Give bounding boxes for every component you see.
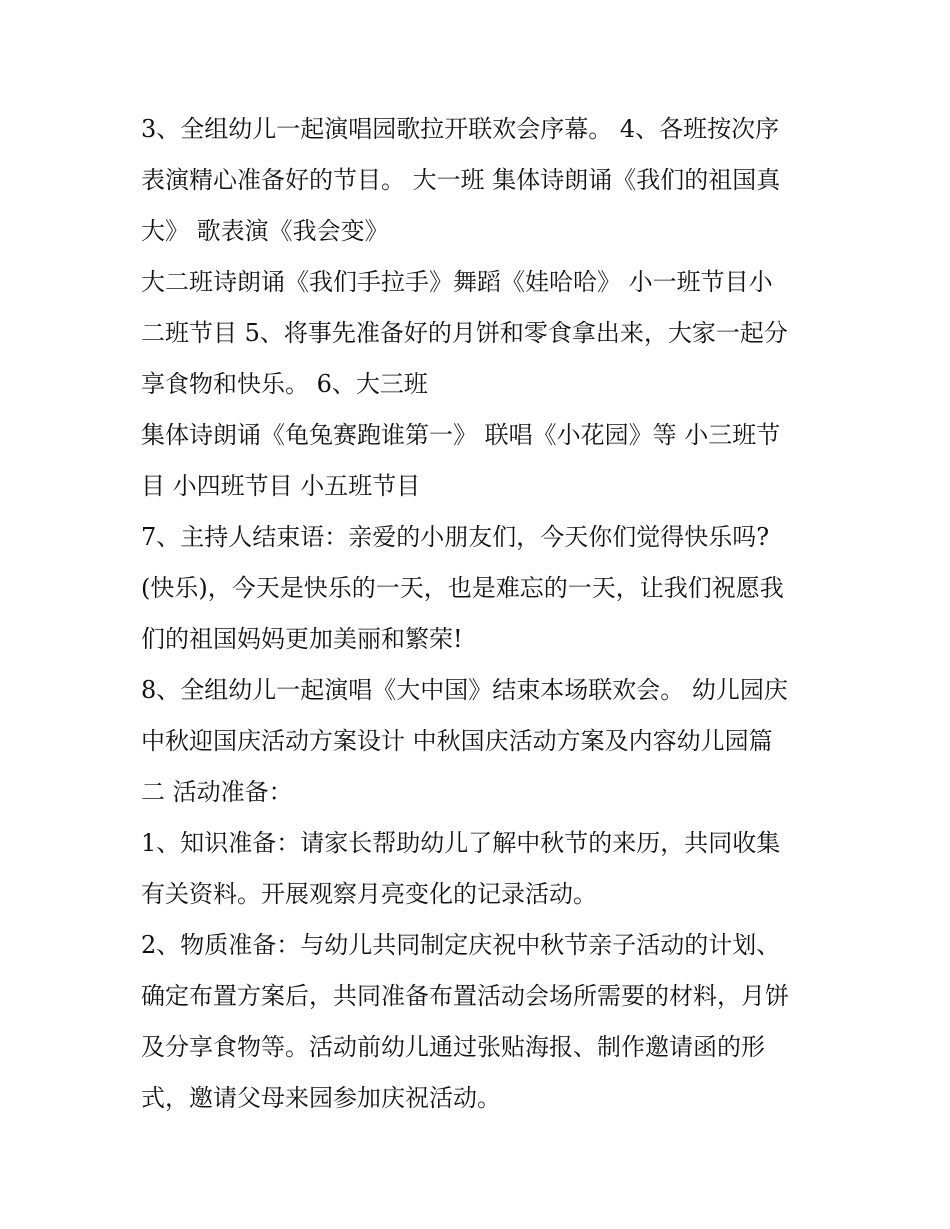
text-line-6: 享食物和快乐。 6、大三班: [141, 370, 428, 398]
text-line-11: 们的祖国妈妈更加美丽和繁荣!: [141, 625, 463, 653]
text-line-15: 1、知识准备：请家长帮助幼儿了解中秋节的来历，共同收集: [141, 829, 781, 857]
text-line-5: 二班节目 5、将事先准备好的月饼和零食拿出来，大家一起分: [141, 319, 788, 347]
text-line-20: 式，邀请父母来园参加庆祝活动。: [141, 1084, 501, 1112]
text-line-7: 集体诗朗诵《龟兔赛跑谁第一》 联唱《小花园》等 小三班节: [141, 421, 781, 449]
text-line-1: 3、全组幼儿一起演唱园歌拉开联欢会序幕。 4、各班按次序: [141, 115, 780, 143]
text-line-8: 目 小四班节目 小五班节目: [141, 472, 421, 500]
document-body: [141, 104, 821, 1124]
text-line-12: 8、全组幼儿一起演唱《大中国》结束本场联欢会。 幼儿园庆: [141, 676, 788, 704]
text-line-4: 大二班诗朗诵《我们手拉手》舞蹈《娃哈哈》 小一班节目小: [141, 268, 773, 296]
text-line-10: (快乐)，今天是快乐的一天，也是难忘的一天，让我们祝愿我: [141, 574, 784, 602]
text-line-16: 有关资料。开展观察月亮变化的记录活动。: [141, 880, 597, 908]
text-line-3: 大》 歌表演《我会变》: [141, 217, 389, 245]
text-line-2: 表演精心准备好的节目。 大一班 集体诗朗诵《我们的祖国真: [141, 166, 781, 194]
text-line-13: 中秋迎国庆活动方案设计 中秋国庆活动方案及内容幼儿园篇: [141, 727, 773, 755]
text-line-9: 7、主持人结束语：亲爱的小朋友们，今天你们觉得快乐吗?: [141, 523, 770, 551]
text-line-17: 2、物质准备：与幼儿共同制定庆祝中秋节亲子活动的计划、: [141, 931, 781, 959]
text-line-14: 二 活动准备：: [141, 778, 293, 806]
text-line-18: 确定布置方案后，共同准备布置活动会场所需要的材料，月饼: [141, 982, 789, 1010]
text-line-19: 及分享食物等。活动前幼儿通过张贴海报、制作邀请函的形: [141, 1033, 765, 1061]
